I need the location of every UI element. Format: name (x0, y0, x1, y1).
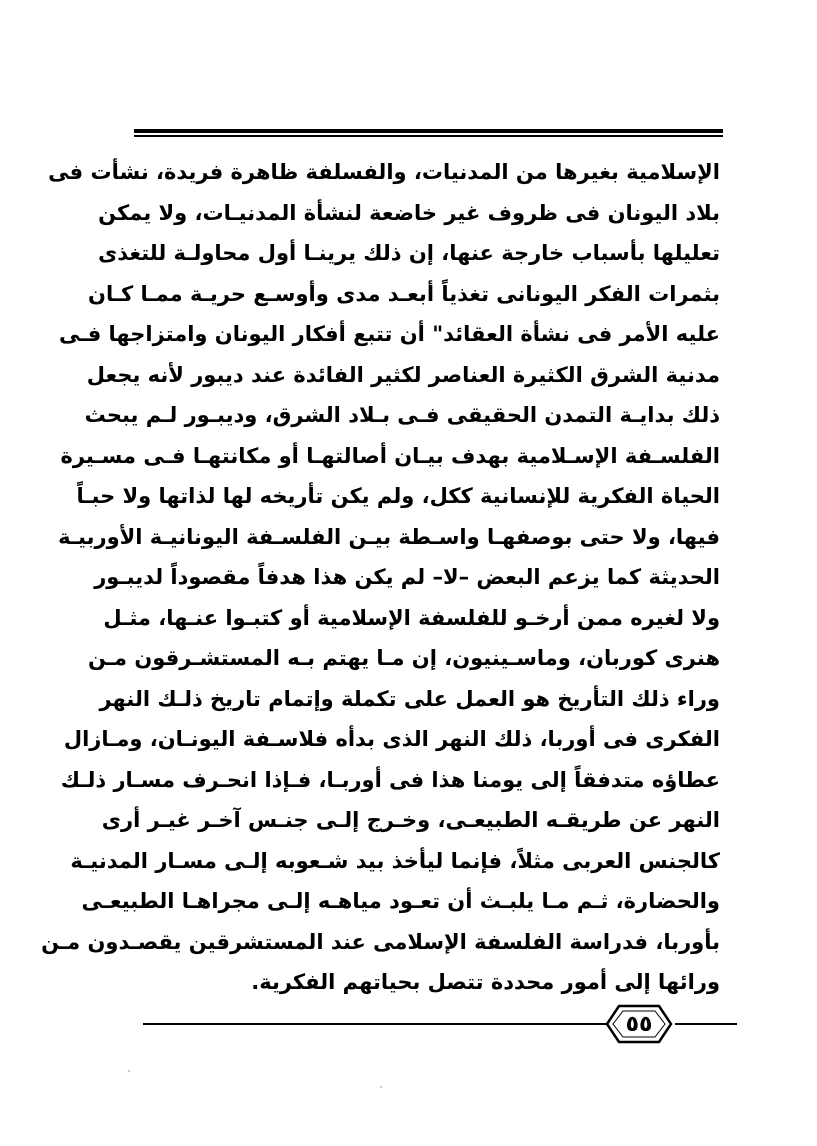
text-line: وراء ذلك التأريخ هو العمل على تكملة وإتمام تاريخ ذلـك النهر (99, 686, 720, 711)
text-line: عليه الأمر فى نشأة العقائد" أن تتبع أفكار اليونان وامتزاجها فـى (59, 322, 720, 346)
text-line: ذلك بدايـة التمدن الحقيقى فـى بـلاد الشرق، وديبـور لـم يبحث (84, 403, 720, 427)
text-line: بثمرات الفكر اليونانى تغذياً أبعـد مدى وأوسـع حريـة ممـا كـان (88, 281, 720, 306)
text-line: مدنية الشرق الكثيرة العناصر لكثير الفائدة عند ديبور لأنه يجعل (86, 362, 720, 387)
text-line: ورائها إلى أمور محددة تتصل بحياتهم الفكرية. (251, 970, 720, 994)
footer-rule-right (675, 1023, 737, 1025)
scan-speck (380, 1086, 382, 1088)
scan-speck (128, 1070, 130, 1072)
text-line: بلاد اليونان فى ظروف غير خاضعة لنشأة المدنيـات، ولا يمكن (98, 200, 720, 225)
text-line: عطاؤه متدفقاً إلى يومنا هذا فى أوربـا، فـإذا انحـرف مسـار ذلـك (60, 767, 720, 792)
footer-rule-left (143, 1023, 607, 1025)
text-line: والحضارة، ثـم مـا يلبـث أن تعـود مياهـه إلـى مجراهـا الطبيعـى (81, 889, 720, 913)
text-line: بأوربا، فدراسة الفلسفة الإسلامى عند المستشرقين يقصـدون مـن (41, 929, 720, 954)
text-line: فيها، ولا حتى بوصفهـا واسـطة بيـن الفلسـفة اليونانيـة الأوربيـة (58, 524, 720, 549)
text-line: الحياة الفكرية للإنسانية ككل، ولم يكن تأريخه لها لذاتها ولا حبـاً (76, 484, 720, 508)
text-line: كالجنس العربى مثلاً، فإنما ليأخذ بيد شـعوبه إلـى مسـار المدنيـة (70, 848, 720, 873)
text-line: الفكرى فى أوربا، ذلك النهر الذى بدأه فلاسـفة اليونـان، ومـازال (63, 727, 720, 751)
text-line: الإسلامية بغيرها من المدنيات، والفسلفة ظاهرة فريدة، نشأت فى (48, 160, 720, 184)
text-line: تعليلها بأسباب خارجة عنها، إن ذلك يرينـا أول محاولـة للتغذى (97, 241, 720, 265)
page-number: ٥٥ (625, 1011, 653, 1037)
text-line: الحديثة كما يزعم البعض –لا– لم يكن هذا هدفاً مقصوداً لديبـور (94, 565, 720, 589)
body-text (41, 152, 720, 1003)
header-rule-thick (134, 129, 723, 133)
header-rule-thin (134, 135, 723, 137)
text-line: ولا لغيره ممن أرخـو للفلسفة الإسلامية أو كتبـوا عنـها، مثـل (103, 605, 720, 630)
text-line: النهر عن طريقـه الطبيعـى، وخـرج إلـى جنـس آخـر غيـر أرى (101, 808, 720, 832)
text-line: هنرى كوربان، وماسـينيون، إن مـا يهتم بـه المستشـرقون مـن (87, 646, 720, 670)
text-line: الفلسـفة الإسـلامية بهدف بيـان أصالتهـا أو مكانتهـا فـى مسـيرة (60, 443, 720, 468)
